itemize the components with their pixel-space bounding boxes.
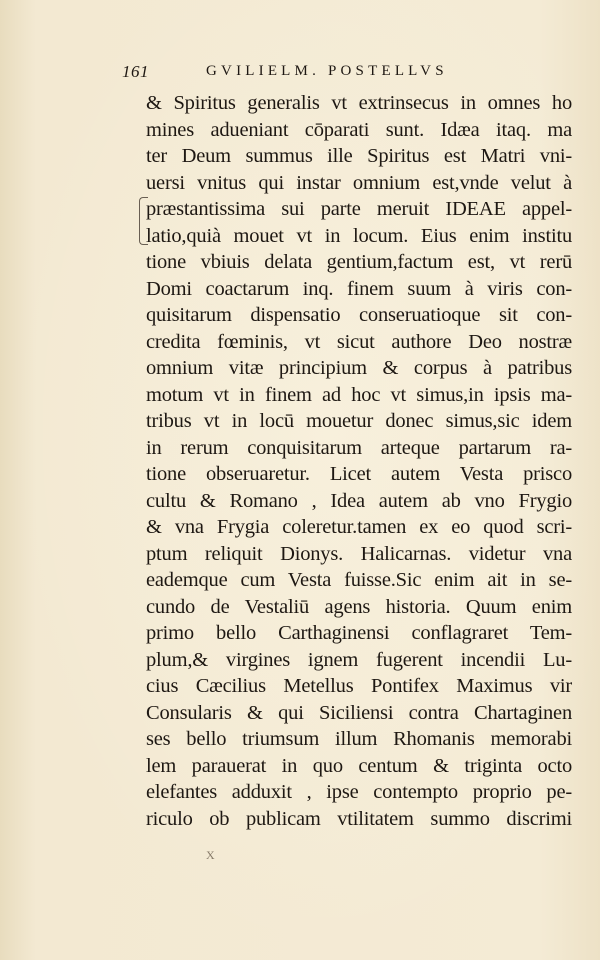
page-number: 161	[122, 62, 149, 81]
text-line: plum,& virgines ignem fugerent incendii Lu-	[146, 648, 572, 671]
text-line: uersi vnitus qui instar omnium est,vnde velut à	[146, 171, 572, 194]
text-line: Domi coactarum inq. finem suum à viris con-	[146, 277, 572, 300]
text-line: ptum reliquit Dionys. Halicarnas. videtur vna	[146, 542, 572, 565]
text-line: ses bello triumsum illum Rhomanis memorabi	[146, 728, 572, 750]
text-line: Consularis & qui Siciliensi contra Chartaginen	[146, 701, 572, 724]
text-line: ter Deum summus ille Spiritus est Matri vni-	[146, 145, 572, 167]
text-line: & vna Frygia coleretur.tamen ex eo quod scri-	[146, 516, 572, 538]
text-line: mines adueniant cōparati sunt. Idæa itaq. ma	[146, 118, 572, 141]
text-line: cundo de Vestaliū agens historia. Quum enim	[146, 595, 572, 618]
text-line: credita fœminis, vt sicut authore Deo nostræ	[146, 330, 572, 353]
text-line: cultu & Romano , Idea autem ab vno Frygio	[146, 489, 572, 512]
text-line: riculo ob publicam vtilitatem summo discrimi	[146, 807, 572, 830]
text-line: omnium vitæ principium & corpus à patribus	[146, 357, 572, 379]
page-header	[120, 60, 520, 86]
text-line: primo bello Carthaginensi conflagraret Tem-	[146, 622, 572, 644]
text-line: lem parauerat in quo centum & triginta octo	[146, 754, 572, 777]
text-line: in rerum conquisitarum arteque partarum ra-	[146, 436, 572, 459]
text-line: motum vt in finem ad hoc vt simus,in ipsis ma-	[146, 383, 572, 406]
text-line: tione vbiuis delata gentium,factum est, vt rerū	[146, 251, 572, 273]
body-text	[146, 90, 572, 832]
text-line: cius Cæcilius Metellus Pontifex Maximus vir	[146, 675, 572, 697]
text-line: tribus vt in locū mouetur donec simus,sic idem	[146, 410, 572, 432]
text-line: quisitarum dispensatio conseruatioque sit con-	[146, 304, 572, 326]
running-head: GVILIELM. POSTELLVS	[206, 63, 448, 79]
text-line: elefantes adduxit , ipse contempto proprio pe-	[146, 781, 572, 803]
signature-mark: X	[206, 848, 215, 862]
text-line: tione obseruaretur. Licet autem Vesta prisco	[146, 463, 572, 485]
text-line: & Spiritus generalis vt extrinsecus in omnes ho	[146, 92, 572, 114]
text-line: eademque cum Vesta fuisse.Sic enim ait in se-	[146, 569, 572, 591]
text-line: præstantissima sui parte meruit IDEAE appel-	[146, 198, 572, 220]
text-line: latio,quià mouet vt in locum. Eius enim institu	[146, 224, 572, 247]
